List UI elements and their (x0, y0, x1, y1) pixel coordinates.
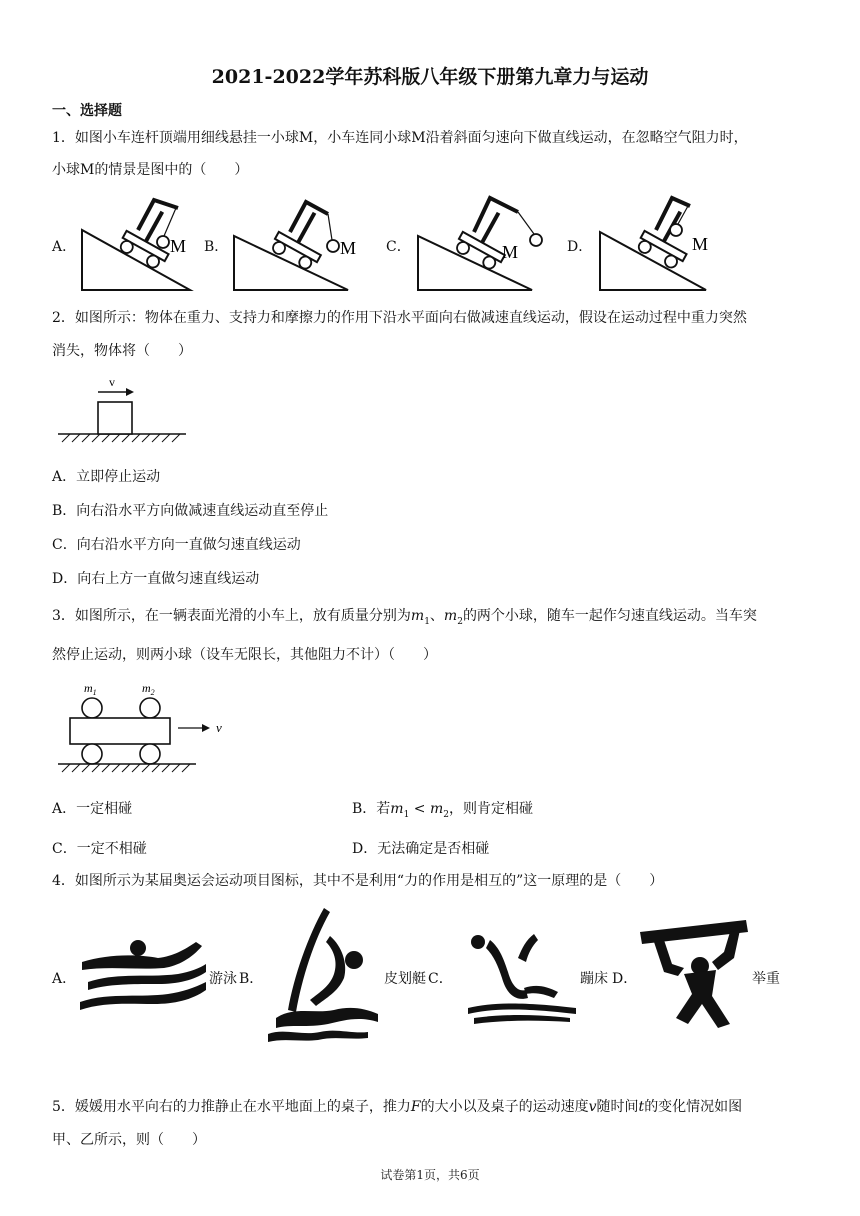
q1-figure-c (416, 192, 556, 292)
q3-option-a: A．一定相碰 (52, 801, 133, 817)
q3-option-c: C．一定不相碰 (52, 841, 147, 857)
q4-option-a-letter: A． (52, 971, 77, 987)
q2-option-c: C．向右沿水平方向一直做匀速直线运动 (52, 537, 301, 553)
q2-option-a: A．立即停止运动 (52, 469, 161, 485)
q1-text-line1: 1．如图小车连杆顶端用细线悬挂一小球M，小车连同小球M沿着斜面匀速向下做直线运动，在忽略空气阻力时， (52, 130, 748, 146)
q3-option-b: B．若$m_1 < m_2$，则肯定相碰 (352, 801, 533, 820)
q1-option-c-label: C． (386, 239, 411, 255)
section-heading: 一、选择题 (52, 103, 122, 119)
weightlifting-icon (638, 914, 750, 1028)
q3-ball-m1 (82, 698, 102, 718)
swimming-icon (78, 936, 210, 1012)
q1-ball-label-a: M (170, 236, 187, 256)
page-footer: 试卷第1页，共6页 (380, 1168, 480, 1182)
q1-option-a-label: A． (52, 239, 77, 255)
q1-text-line2: 小球M的情景是图中的（ ） (52, 162, 249, 178)
q5-text-line2: 甲、乙所示，则（ ） (52, 1132, 206, 1148)
q5-text-line1: 5．媛媛用水平向右的力推静止在水平地面上的桌子，推力F的大小以及桌子的运动速度v随时间t的变化情况如图 (52, 1099, 743, 1115)
q4-option-c-letter: C． (428, 971, 453, 987)
trampoline-icon (464, 928, 582, 1024)
q3-fig-m2-label: $m_2$ (142, 681, 155, 697)
q3-text-line1: 3．如图所示，在一辆表面光滑的小车上，放有质量分别为$m_1$、$m_2$的两个小球，随车一起作匀速直线运动。当车突 (52, 608, 757, 627)
q1-ball-label-d: M (692, 234, 709, 254)
q1-ball-label-c: M (502, 242, 519, 262)
q1-figure-a (80, 192, 210, 292)
q4-option-b-name: 皮划艇 (384, 971, 426, 987)
q1-figure-b (232, 192, 372, 292)
q3-fig-velocity-label: v (216, 720, 222, 735)
q1-option-b-label: B． (204, 239, 229, 255)
q4-text-line1: 4．如图所示为某届奥运会运动项目图标，其中不是利用“力的作用是相互的”这一原理的是（ ） (52, 873, 664, 889)
q2-figure-block (56, 372, 192, 444)
q3-figure-cart (56, 678, 236, 778)
q3-option-d: D．无法确定是否相碰 (352, 841, 490, 857)
q2-velocity-label: v (109, 375, 115, 389)
q4-option-a-name: 游泳 (209, 971, 237, 987)
q2-text-line2: 消失，物体将（ ） (52, 343, 192, 359)
q2-text-line1: 2．如图所示：物体在重力、支持力和摩擦力的作用下沿水平面向右做减速直线运动，假设在运动过程中重力突然 (52, 310, 747, 326)
q4-option-d-name: 举重 (752, 971, 780, 987)
q1-option-d-label: D． (567, 239, 593, 255)
q4-option-d-letter: D． (612, 971, 638, 987)
q3-ball-m2 (140, 698, 160, 718)
q2-option-b: B．向右沿水平方向做减速直线运动直至停止 (52, 503, 329, 519)
kayak-icon (264, 906, 382, 1042)
q3-text-line2: 然停止运动，则两小球（设车无限长，其他阻力不计）（ ） (52, 647, 437, 663)
q2-option-d: D．向右上方一直做匀速直线运动 (52, 571, 260, 587)
page-title: 2021-2022学年苏科版八年级下册第九章力与运动 (211, 66, 649, 88)
q4-option-c-name: 蹦床 (580, 971, 608, 987)
q4-option-b-letter: B． (239, 971, 264, 987)
q3-fig-m1-label: $m_1$ (84, 681, 97, 697)
q1-ball-label-b: M (340, 238, 357, 258)
q1-figure-d (598, 192, 728, 292)
